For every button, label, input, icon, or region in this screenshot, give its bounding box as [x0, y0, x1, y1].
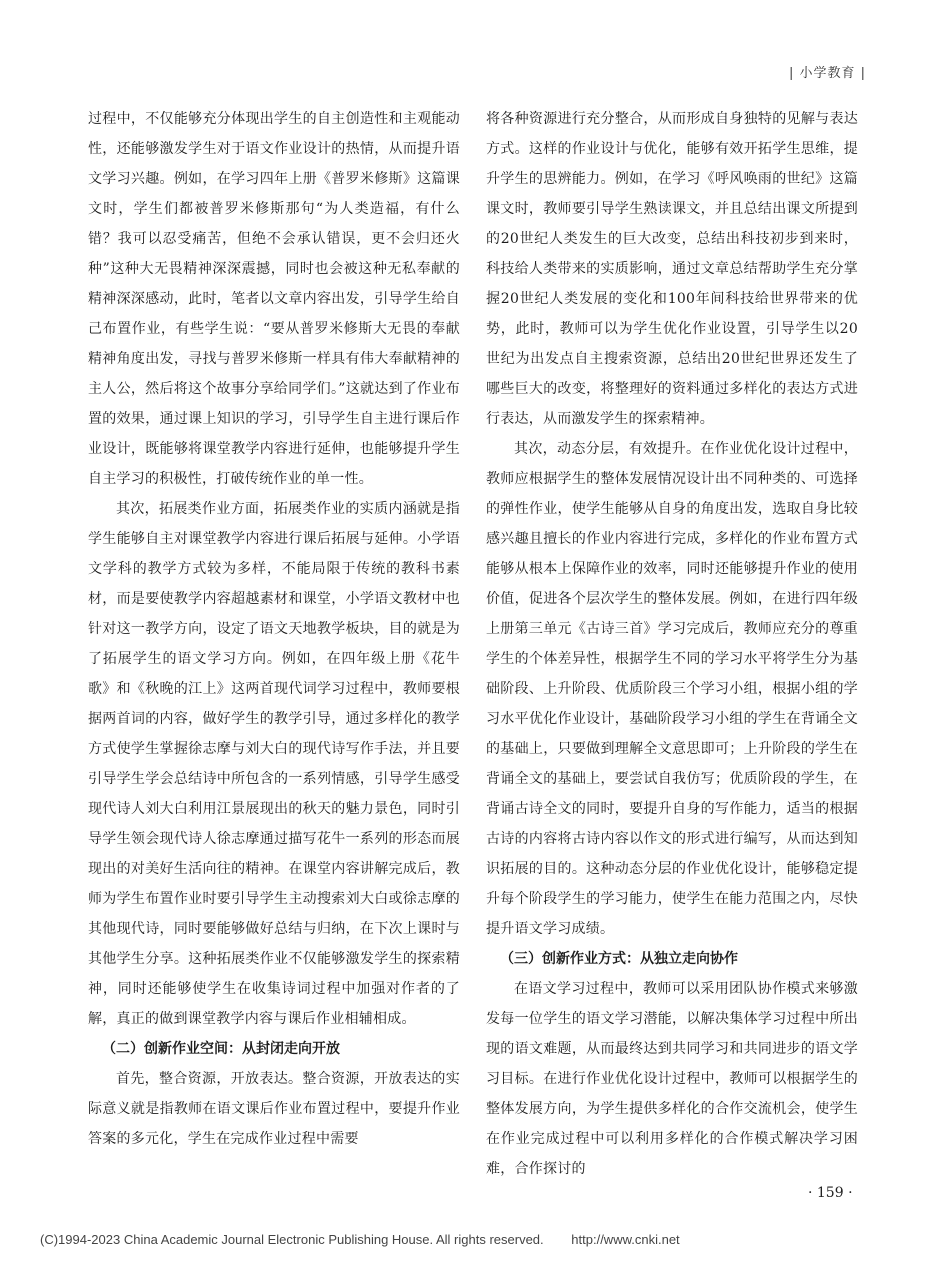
- page-number: · 159 ·: [808, 1185, 853, 1201]
- paragraph: 将各种资源进行充分整合，从而形成自身独特的见解与表达方式。这样的作业设计与优化，能够有效开拓学生思维，提升学生的思辨能力。例如，在学习《呼风唤雨的世纪》这篇课文时，教师要引导学生熟读课文，并且总结出课文所提到的20世纪人类发生的巨大改变，总结出科技初步到来时，科技给人类带来的实质影响，通过文章总结帮助学生充分掌握20世纪人类发展的变化和100年间科技给世界带来的优势，此时，教师可以为学生优化作业设置，引导学生以20世纪为出发点自主搜索资源，总结出20世纪世界还发生了哪些巨大的改变，将整理好的资料通过多样化的表达方式进行表达，从而激发学生的探索精神。: [486, 111, 858, 427]
- right-column: [486, 104, 858, 1184]
- section-heading: （三）创新作业方式：从独立走向协作: [500, 951, 738, 967]
- section-heading: （二）创新作业空间：从封闭走向开放: [102, 1041, 340, 1057]
- paragraph: 首先，整合资源，开放表达。整合资源，开放表达的实际意义就是指教师在语文课后作业布置过程中，要提升作业答案的多元化，学生在完成作业过程中需要: [88, 1071, 460, 1147]
- cnki-link[interactable]: http://www.cnki.net: [571, 1232, 680, 1247]
- paragraph: 其次，拓展类作业方面，拓展类作业的实质内涵就是指学生能够自主对课堂教学内容进行课后拓展与延伸。小学语文学科的教学方式较为多样，不能局限于传统的教科书素材，而是要使教学内容超越素材和课堂，小学语文教材中也针对这一教学方向，设定了语文天地教学板块，目的就是为了拓展学生的语文学习方向。例如，在四年级上册《花牛歌》和《秋晚的江上》这两首现代词学习过程中，教师要根据两首词的内容，做好学生的教学引导，通过多样化的教学方式使学生掌握徐志摩与刘大白的现代诗写作手法，并且要引导学生学会总结诗中所包含的一系列情感，引导学生感受现代诗人刘大白利用江景展现出的秋天的魅力景色，同时引导学生领会现代诗人徐志摩通过描写花牛一系列的形态而展现出的对美好生活向往的精神。在课堂内容讲解完成后，教师为学生布置作业时要引导学生主动搜索刘大白或徐志摩的其他现代诗，同时要能够做好总结与归纳，在下次上课时与其他学生分享。这种拓展类作业不仅能够激发学生的探索精神，同时还能够使学生在收集诗词过程中加强对作者的了解，真正的做到课堂教学内容与课后作业相辅相成。: [88, 501, 460, 1027]
- copyright-text: (C)1994-2023 China Academic Journal Electronic Publishing House. All rights reserved.: [40, 1232, 544, 1247]
- left-column: [88, 104, 460, 1154]
- paragraph: 过程中，不仅能够充分体现出学生的自主创造性和主观能动性，还能够激发学生对于语文作业设计的热情，从而提升语文学习兴趣。例如，在学习四年上册《普罗米修斯》这篇课文时，学生们都被普罗米修斯那句“为人类造福，有什么错？我可以忍受痛苦，但绝不会承认错误，更不会归还火种”这种大无畏精神深深震撼，同时也会被这种无私奉献的精神深深感动，此时，笔者以文章内容出发，引导学生给自己布置作业，有些学生说：“要从普罗米修斯大无畏的奉献精神角度出发，寻找与普罗米修斯一样具有伟大奉献精神的主人公，然后将这个故事分享给同学们。”这就达到了作业布置的效果，通过课上知识的学习，引导学生自主进行课后作业设计，既能够将课堂教学内容进行延伸，也能够提升学生自主学习的积极性，打破传统作业的单一性。: [88, 111, 460, 487]
- copyright-footer: [40, 1232, 680, 1247]
- journal-section-header: | 小学教育 |: [788, 66, 866, 81]
- paragraph: 在语文学习过程中，教师可以采用团队协作模式来够激发每一位学生的语文学习潜能，以解决集体学习过程中所出现的语文难题，从而最终达到共同学习和共同进步的语文学习目标。在进行作业优化设计过程中，教师可以根据学生的整体发展方向，为学生提供多样化的合作交流机会，使学生在作业完成过程中可以利用多样化的合作模式解决学习困难，合作探讨的: [486, 981, 858, 1177]
- paragraph: 其次，动态分层，有效提升。在作业优化设计过程中，教师应根据学生的整体发展情况设计出不同种类的、可选择的弹性作业，使学生能够从自身的角度出发，选取自身比较感兴趣且擅长的作业内容进行完成，多样化的作业布置方式能够从根本上保障作业的效率，同时还能够提升作业的使用价值，促进各个层次学生的整体发展。例如，在进行四年级上册第三单元《古诗三首》学习完成后，教师应充分的尊重学生的个体差异性，根据学生不同的学习水平将学生分为基础阶段、上升阶段、优质阶段三个学习小组，根据小组的学习水平优化作业设计，基础阶段学习小组的学生在背诵全文的基础上，只要做到理解全文意思即可；上升阶段的学生在背诵全文的基础上，要尝试自我仿写；优质阶段的学生，在背诵古诗全文的同时，要提升自身的写作能力，适当的根据古诗的内容将古诗内容以作文的形式进行编写，从而达到知识拓展的目的。这种动态分层的作业优化设计，能够稳定提升每个阶段学生的学习能力，使学生在能力范围之内，尽快提升语文学习成绩。: [486, 441, 858, 937]
